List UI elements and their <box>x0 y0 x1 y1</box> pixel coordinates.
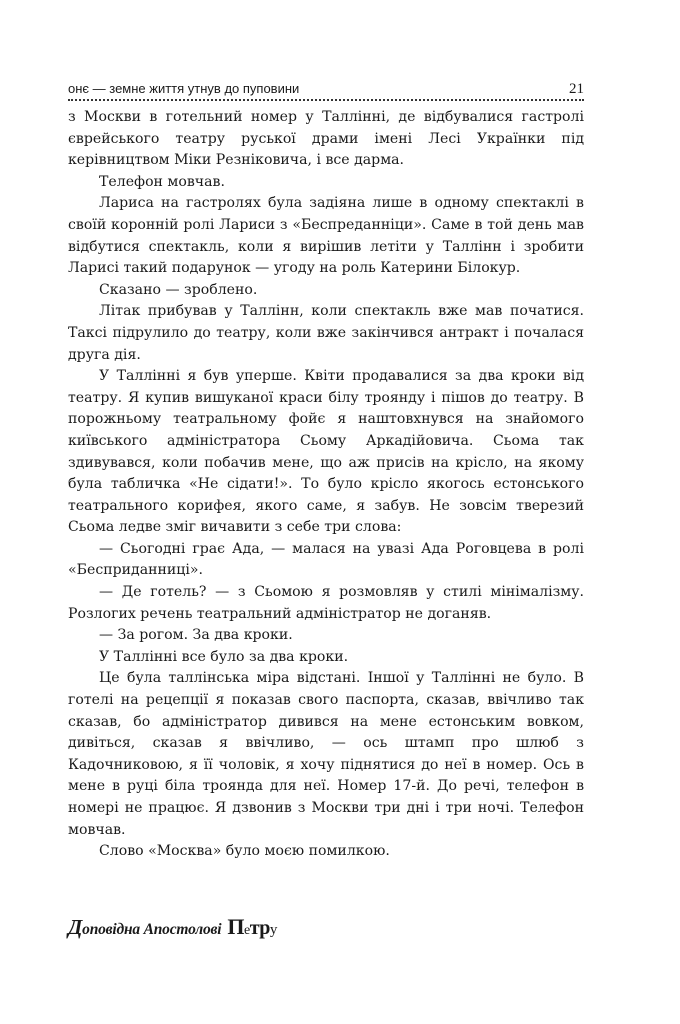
paragraph: — За рогом. За два кроки. <box>99 627 293 644</box>
series-name-part: е <box>244 923 250 938</box>
running-header <box>68 78 584 101</box>
paragraph: Літак прибував у Таллінн, коли спектакль вже мав початися. Таксі підрулило до театру, коли вже закінчився антракт і почалася друга дія. <box>68 303 584 363</box>
series-name-part: у <box>269 922 277 938</box>
paragraph: з Москви в готельний номер у Таллінні, де відбувалися гастролі єврейського театру руської драми імені Лесі Українки під керівництвом Міки Резніковича, і все дарма. <box>68 109 584 169</box>
body-text <box>68 107 584 863</box>
paragraph: Лариса на гастролях була задіяна лише в одному спектаклі в своїй коронній ролі Лариси з «Беспреданніци». Саме в той день мав відбутися спектакль, коли я вирішив летіти у Таллінн і зробити Ларисі такий подарунок — угоду на роль Катерини Білокур. <box>68 195 584 277</box>
series-initial: Д <box>68 915 83 939</box>
paragraph: Слово «Москва» було моєю помилкою. <box>99 843 390 860</box>
running-title: онє — земне життя утнув до пуповини <box>68 81 300 96</box>
paragraph: — Де готель? — з Сьомою я розмовляв у стилі мінімалізму. Розлогих речень театральний адміністратор не доганяв. <box>68 584 584 622</box>
series-rest: оповідна Апостолові <box>82 921 222 938</box>
running-footer <box>68 914 277 940</box>
book-page <box>68 78 584 863</box>
paragraph: У Таллінні я був уперше. Квіти продавалися за два кроки від театру. Я купив вишуканої краси білу троянду і пішов до театру. В порожньому театральному фойє я наштовхнувся на знайомого київського адміністратора Сьому Аркадійовича. Сьома так здивувався, коли побачив мене, що аж присів на крісло, на якому була табличка «Не сідати!». То було крісло якогось естонського театрального корифея, якого саме, я забув. Не зовсім тверезий Сьома ледве зміг вичавити з себе три слова: <box>68 368 584 536</box>
series-name-part: П <box>227 914 244 939</box>
series-title <box>68 915 221 940</box>
series-name-part: тр <box>249 917 270 939</box>
paragraph: У Таллінні все було за два кроки. <box>99 648 349 665</box>
paragraph: — Сьогодні грає Ада, — малася на увазі Ада Роговцева в ролі «Бесприданниці». <box>68 540 584 579</box>
paragraph: Сказано — зроблено. <box>99 281 258 298</box>
series-name <box>227 914 277 940</box>
paragraph: Телефон мовчав. <box>99 173 225 190</box>
paragraph: Це була таллінська міра відстані. Іншої у Таллінні не було. В готелі на рецепції я показав свого паспорта, сказав, ввічливо так сказав, бо адміністратор дивився на мене естонським вовком, дивіться, сказав я ввічливо, — ось штамп про шлюб з Кадочниковою, я її чоловік, я хочу піднятися до неї в номер. Ось в мене в руці біла троянда для неї. Номер 17-й. До речі, телефон в номері не працює. Я дзвонив з Москви три дні і три ночі. Телефон мовчав. <box>68 670 584 838</box>
page-number: 21 <box>569 81 584 97</box>
